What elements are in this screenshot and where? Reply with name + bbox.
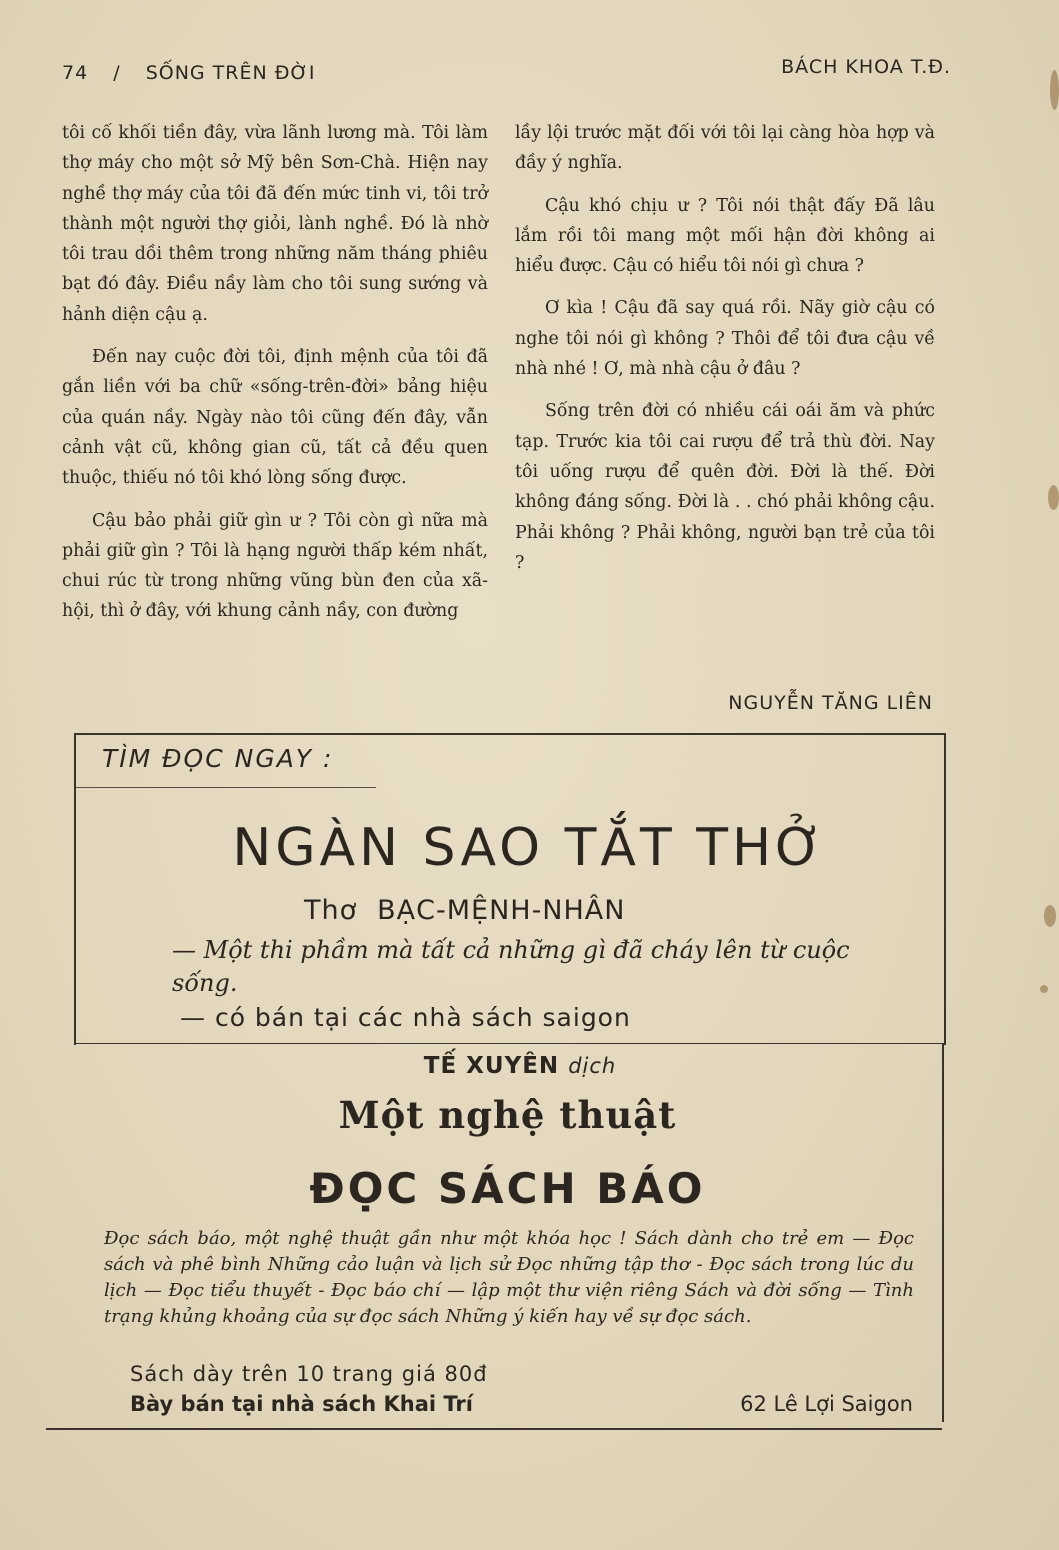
publication-name: BÁCH KHOA T.Đ. [781,56,951,78]
paragraph: Đến nay cuộc đời tôi, định mệnh của tôi đã gắn liền với ba chữ «sống-trên-đời» bảng hiệu của quán nầy. Ngày nào tôi cũng đến đây, vẫn cảnh vật cũ, không gian cũ, tất cả đều quen thuộc, thiếu nó tôi khó lòng sống được. [62,347,488,489]
translator-line [0,1053,1040,1079]
book-title: ĐỌC SÁCH BÁO [309,1164,706,1213]
book-sale-info: — có bán tại các nhà sách saigon [180,1003,631,1032]
paper-stain [1048,485,1059,510]
paper-stain [1040,985,1048,993]
paragraph: Ơ kìa ! Cậu đã say quá rồi. Nãy giờ cậu có nghe tôi nói gì không ? Thôi để tôi đưa cậu về nhà nhé ! Ơ, mà nhà cậu ở đâu ? [515,298,935,380]
author-name: BẠC-MỆNH-NHÂN [377,895,626,926]
book-price: Sách dày trên 10 trang giá 80đ [130,1362,488,1386]
ad-heading-rule [76,787,376,788]
ad-heading: TÌM ĐỌC NGAY : [102,744,334,773]
header-left [62,62,315,84]
book-contents: Đọc sách báo, một nghệ thuật gần như một khóa học ! Sách dành cho trẻ em — Đọc sách và phê bình Những cảo luận và lịch sử Đọc những tập thơ - Đọc sách trong lúc du lịch — Đọc tiểu thuyết - Đọc báo chí — lập một thư viện riêng Sách và đời sống — Tình trạng khủng khoảng của sự đọc sách Những ý kiến hay về sự đọc sách. [104,1228,914,1327]
author-byline: NGUYỄN TĂNG LIÊN [728,692,933,714]
paragraph: Cậu bảo phải giữ gìn ư ? Tôi còn gì nữa mà phải giữ gìn ? Tôi là hạng người thấp kém nhất, chui rúc từ trong những vũng bùn đen của xã-hội, thì ở đây, với khung cảnh nầy, con đường [62,510,488,622]
book-author [304,895,625,926]
author-prefix: Thơ [304,895,358,926]
paper-stain [1044,905,1056,927]
paragraph: tôi cố khối tiền đây, vừa lãnh lương mà. Tôi làm thợ máy cho một sở Mỹ bên Sơn-Chà. Hiện nay nghề thợ máy của tôi đã đến mức tinh vi, tôi trở thành một người thợ giỏi, lành nghề. Đó là nhờ tôi trau dồi thêm trong những năm tháng phiêu bạt đó đây. Điều nầy làm cho tôi sung sướng và hảnh diện cậu ạ. [62,123,488,325]
running-header [62,56,951,96]
paragraph: Cậu khó chịu ư ? Tôi nói thật đấy Đã lâu lắm rồi tôi mang một mối hận đời không ai hiểu được. Cậu có hiểu tôi nói gì chưa ? [515,195,935,277]
book-description: — Một thi phầm mà tất cả những gì đã cháy lên từ cuộc sống. [172,936,850,997]
section-title: SỐNG TRÊN ĐỜI [145,62,316,84]
page-number: 74 [62,62,89,84]
paragraph: Sống trên đời có nhiều cái oái ăm và phức tạp. Trước kia tôi cai rượu để trả thù đời. Nay tôi uống rượu để quên đời. Đời là thế. Đời không đáng sống. Đời là . . chó phải không cậu. Phải không ? Phải không, người bạn trẻ của tôi ? [515,401,935,573]
book-title: NGÀN SAO TẮT THỞ [232,818,827,878]
seller-address: 62 Lê Lợi Saigon [740,1392,913,1416]
header-separator: / [113,62,121,84]
advertisement-bottom-rule [46,1428,942,1430]
book-seller: Bày bán tại nhà sách Khai Trí [130,1392,473,1416]
paragraph: lầy lội trước mặt đối với tôi lại càng hòa hợp và đầy ý nghĩa. [515,123,935,174]
paper-stain [1050,70,1059,110]
book-subtitle: Một nghệ thuật [338,1093,677,1137]
right-column [515,118,935,578]
translator-role: dịch [568,1054,617,1078]
left-column [62,118,488,627]
translator-name: TẾ XUYÊN [423,1053,560,1079]
